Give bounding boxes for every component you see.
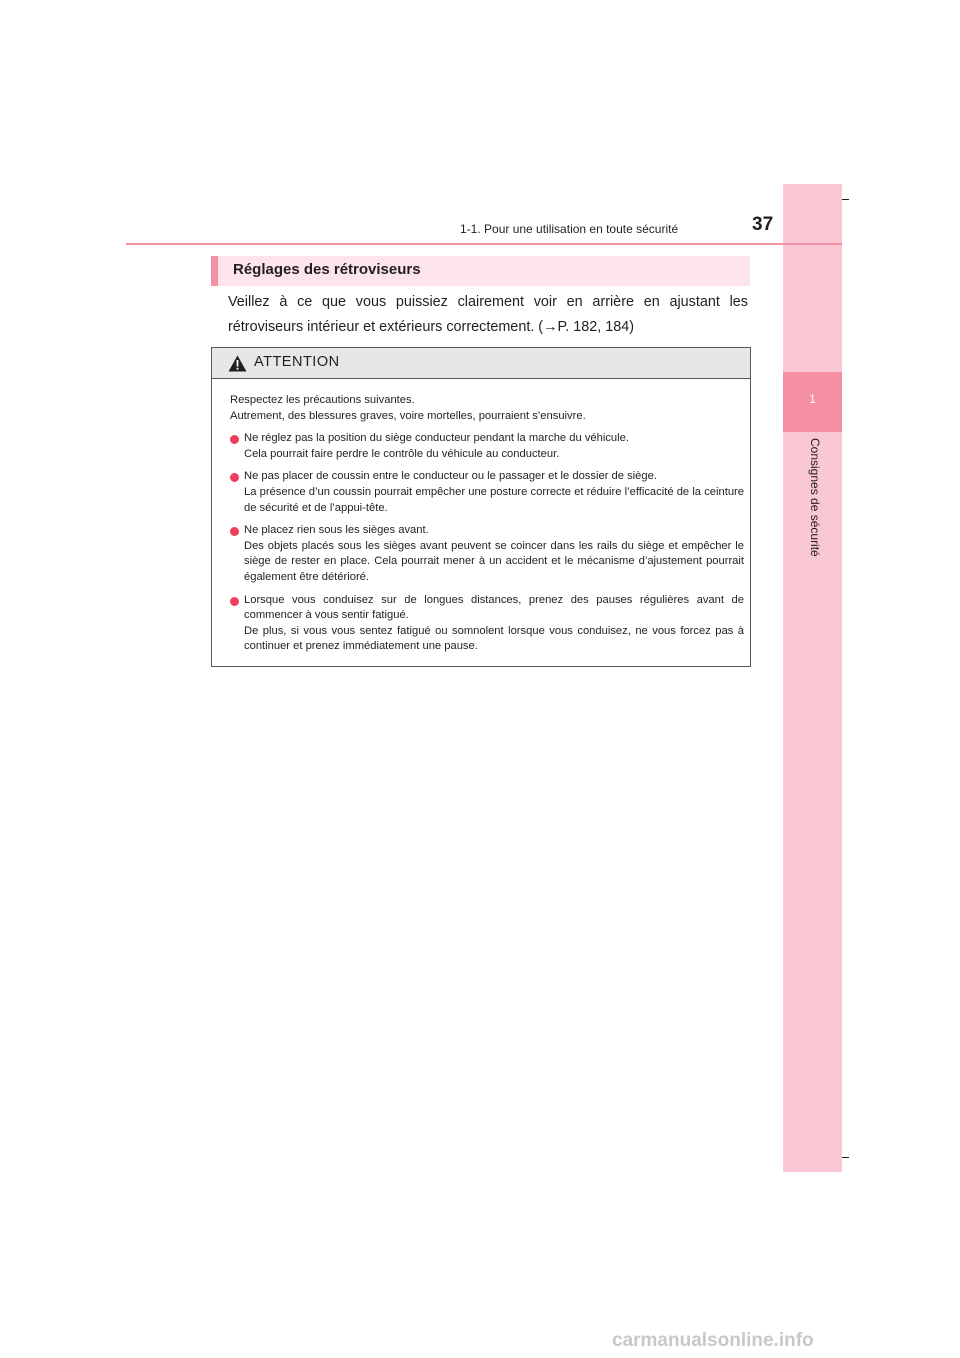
- warning-body: [230, 393, 744, 655]
- section-heading-bar: [211, 256, 750, 286]
- page-number: 37: [752, 214, 774, 235]
- header-rule: [126, 243, 842, 245]
- bullet-dot-icon: [230, 597, 239, 606]
- warning-item-text: La présence d’un coussin pourrait empêcher une posture correcte et réduire l’efficacité de la ceinture de sécurité et de l’appui-tête.: [244, 485, 744, 514]
- chapter-number: 1: [809, 392, 816, 406]
- warning-item-text: Cela pourrait faire perdre le contrôle du véhicule au conducteur.: [244, 447, 560, 460]
- warning-triangle-icon: [228, 355, 247, 372]
- section-title: Réglages des rétroviseurs: [233, 261, 421, 278]
- bullet-dot-icon: [230, 435, 239, 444]
- bullet-dot-icon: [230, 473, 239, 482]
- warning-item-heading: Ne pas placer de coussin entre le conducteur ou le passager et le dossier de siège.: [244, 470, 657, 483]
- warning-lead-line: Autrement, des blessures graves, voire mortelles, pourraient s’ensuivre.: [230, 409, 586, 422]
- warning-item-heading: Lorsque vous conduisez sur de longues distances, prenez des pauses régulières avant de commencer à vous sentir fatigué.: [244, 593, 744, 622]
- chapter-side-tab: [783, 184, 842, 1172]
- warning-lead-line: Respectez les précautions suivantes.: [230, 394, 415, 406]
- header-section-title: 1-1. Pour une utilisation en toute sécurité: [460, 222, 679, 236]
- warning-item: [230, 469, 744, 516]
- warning-box: [211, 347, 751, 667]
- bullet-dot-icon: [230, 527, 239, 536]
- warning-header: [212, 348, 750, 379]
- warning-item-text: De plus, si vous vous sentez fatigué ou somnolent lorsque vous conduisez, ne vous forcez pas à continuer et prenez immédiatement une pause.: [244, 624, 744, 653]
- warning-item: [230, 593, 744, 655]
- crop-mark-bottom-h: [841, 1157, 849, 1158]
- watermark: carmanualsonline.info: [612, 1330, 814, 1351]
- warning-item-heading: Ne réglez pas la position du siège conducteur pendant la marche du véhicule.: [244, 432, 629, 445]
- section-intro: Veillez à ce que vous puissiez clairement voir en arrière en ajustant les rétroviseurs intérieur et extérieurs correctement. (→P. 182, 184): [228, 294, 748, 335]
- crop-mark-top-h: [841, 199, 849, 200]
- warning-label: ATTENTION: [254, 354, 340, 370]
- warning-item: [230, 431, 744, 462]
- warning-item-heading: Ne placez rien sous les sièges avant.: [244, 524, 429, 537]
- warning-item: [230, 523, 744, 585]
- chapter-label: Consignes de sécurité: [808, 438, 822, 557]
- warning-item-text: Des objets placés sous les sièges avant peuvent se coincer dans les rails du siège et empêcher le siège de rester en place. Cela pourrait mener à un accident et le mécanisme d’ajustement pourrait également être détérioré.: [244, 539, 744, 583]
